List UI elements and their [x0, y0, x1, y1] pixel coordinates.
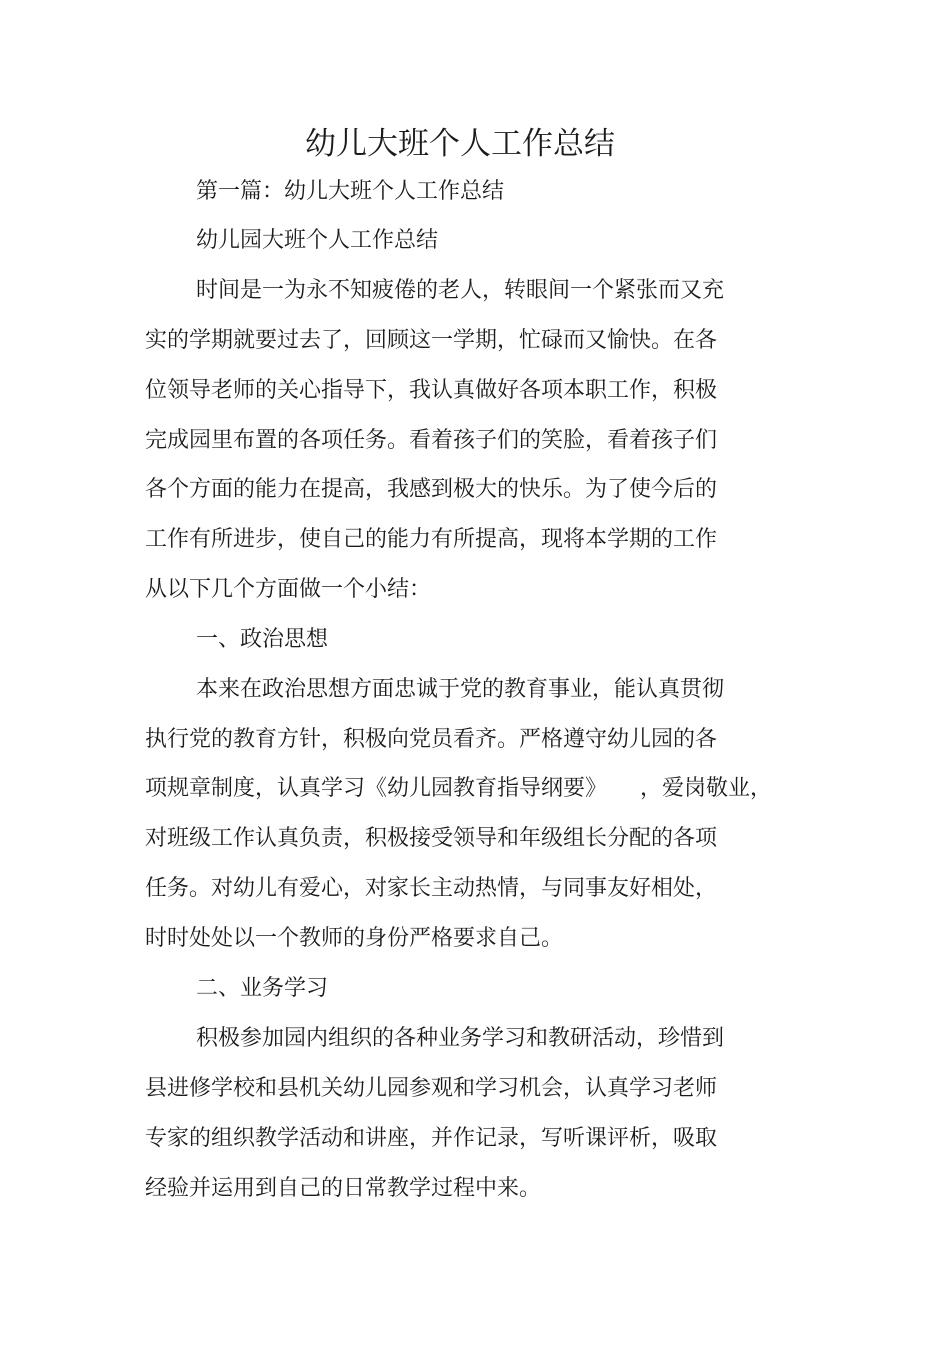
- paragraph-line: 执行党的教育方针，积极向党员看齐。严格遵守幼儿园的各: [145, 727, 718, 752]
- document-title: 幼儿大班个人工作总结: [305, 126, 615, 162]
- paragraph-line: 积极参加园内组织的各种业务学习和教研活动，珍惜到: [196, 1026, 725, 1051]
- paragraph-line: 完成园里布置的各项任务。看着孩子们的笑脸，看着孩子们: [145, 428, 718, 453]
- paragraph-line: 经验并运用到自己的日常教学过程中来。: [145, 1176, 542, 1201]
- paragraph-line: 专家的组织教学活动和讲座，并作记录，写听课评析，吸取: [145, 1126, 718, 1151]
- paragraph-line: 位领导老师的关心指导下，我认真做好各项本职工作，积极: [145, 378, 718, 403]
- paragraph-line: 从以下几个方面做一个小结：: [145, 577, 432, 602]
- paragraph-line: 工作有所进步，使自己的能力有所提高，现将本学期的工作: [145, 527, 718, 552]
- paragraph-line: 项规章制度，认真学习《幼儿园教育指导纲要》 ，爱岗敬业，: [145, 776, 773, 801]
- paragraph-line: 任务。对幼儿有爱心，对家长主动热情，与同事友好相处，: [145, 876, 718, 901]
- heading: 幼儿园大班个人工作总结: [196, 228, 439, 253]
- paragraph-line: 对班级工作认真负责，积极接受领导和年级组长分配的各项: [145, 826, 718, 851]
- section-heading: 一、政治思想: [196, 627, 329, 652]
- paragraph-line: 实的学期就要过去了，回顾这一学期，忙碌而又愉快。在各: [145, 328, 718, 353]
- paragraph-line: 时时处处以一个教师的身份严格要求自己。: [145, 926, 564, 951]
- paragraph-line: 各个方面的能力在提高，我感到极大的快乐。为了使今后的: [145, 477, 718, 502]
- section-heading: 二、业务学习: [196, 976, 329, 1001]
- paragraph-line: 县进修学校和县机关幼儿园参观和学习机会，认真学习老师: [145, 1076, 718, 1101]
- subtitle: 第一篇：幼儿大班个人工作总结: [196, 179, 505, 204]
- paragraph-line: 时间是一为永不知疲倦的老人，转眼间一个紧张而又充: [196, 278, 725, 303]
- paragraph-line: 本来在政治思想方面忠诚于党的教育事业，能认真贯彻: [196, 677, 725, 702]
